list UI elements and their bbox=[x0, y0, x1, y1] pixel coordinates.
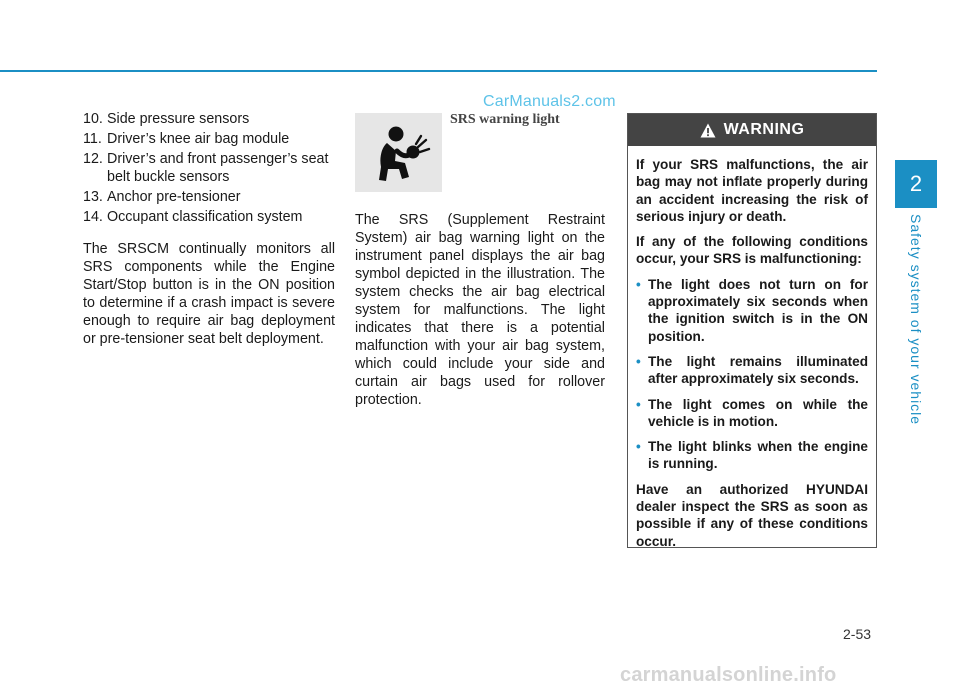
warning-para-3: Have an authorized HYUNDAI dealer inspect the SRS as soon as possible if any of these conditions occur. bbox=[636, 481, 868, 549]
left-column bbox=[83, 110, 335, 348]
srs-warning-heading: SRS warning light bbox=[450, 112, 560, 127]
warning-triangle-icon bbox=[700, 123, 716, 138]
chapter-title: Safety system of your vehicle bbox=[908, 214, 924, 426]
warning-body bbox=[628, 146, 876, 550]
page-number: 2-53 bbox=[843, 626, 872, 642]
warning-para-2: If any of the following conditions occur, your SRS is malfunctioning: bbox=[636, 234, 868, 267]
header-rule bbox=[0, 70, 877, 72]
warning-bullet: • The light does not turn on for approximately six seconds when the ignition switch is in the ON position. bbox=[636, 276, 868, 344]
warning-para-1: If your SRS malfunctions, the air bag may not inflate properly during an accident increasing the risk of serious injury or death. bbox=[636, 157, 868, 224]
airbag-warning-icon bbox=[355, 113, 442, 192]
list-item: 12. Driver’s and front passenger’s seat belt buckle sensors bbox=[83, 151, 329, 185]
warning-bullet: • The light blinks when the engine is running. bbox=[636, 439, 868, 472]
list-item: 13. Anchor pre-tensioner bbox=[83, 189, 241, 205]
warning-bullet-list bbox=[636, 276, 868, 473]
list-item: 10. Side pressure sensors bbox=[83, 111, 250, 127]
warning-box bbox=[627, 113, 877, 548]
warning-bullet: • The light remains illuminated after approximately six seconds. bbox=[636, 353, 868, 387]
warning-bullet: • The light comes on while the vehicle is in motion. bbox=[636, 396, 868, 429]
warning-header bbox=[628, 114, 876, 146]
list-item: 11. Driver’s knee air bag module bbox=[83, 131, 290, 147]
watermark-bottom[interactable]: carmanualsonline.info bbox=[620, 664, 837, 686]
list-item: 14. Occupant classification system bbox=[83, 209, 303, 225]
chapter-number-tab: 2 bbox=[895, 160, 937, 208]
srscm-paragraph: The SRSCM continually monitors all SRS components while the Engine Start/Stop button is in the ON position to determine if a crash impact is severe enough to require air bag deployment or pre-tensioner seat belt deployment. bbox=[83, 241, 335, 347]
watermark-top[interactable]: CarManuals2.com bbox=[483, 93, 616, 110]
warning-title: WARNING bbox=[723, 121, 805, 138]
srs-paragraph: The SRS (Supplement Restraint System) air bag warning light on the instrument panel displays the air bag symbol depicted in the illustration. The system checks the air bag electrical system for malfunctions. The light indicates that there is a potential malfunction with your air bag system, which could include your side and curtain air bags used for rollover protection. bbox=[355, 212, 605, 408]
component-list bbox=[83, 110, 335, 226]
